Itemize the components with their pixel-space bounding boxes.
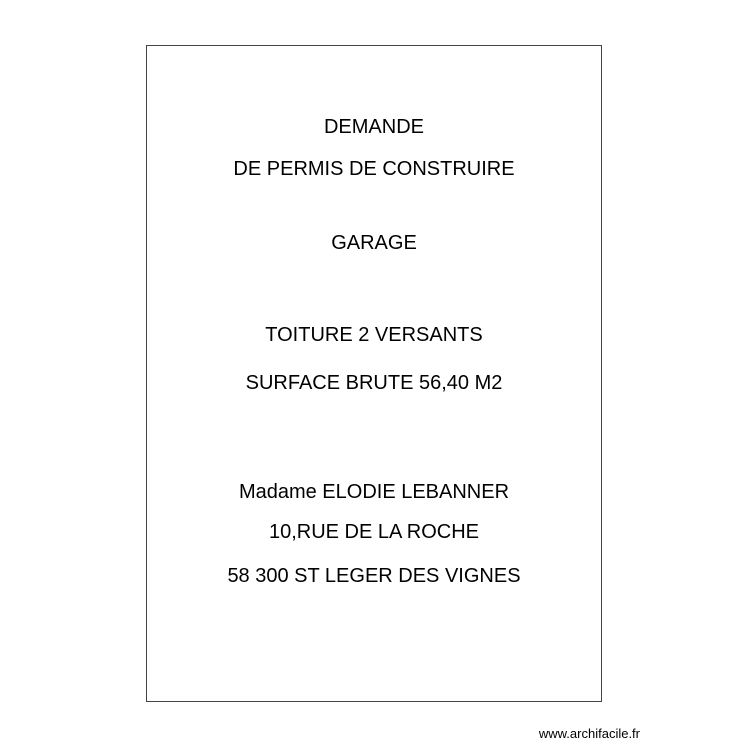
title-line-1: DEMANDE <box>323 116 424 138</box>
address-street: 10,RUE DE LA ROCHE <box>268 521 480 543</box>
document-sheet <box>146 45 602 702</box>
watermark-text: www.archifacile.fr <box>538 726 640 741</box>
address-city: 58 300 ST LEGER DES VIGNES <box>227 565 521 587</box>
owner-name: Madame ELODIE LEBANNER <box>238 481 510 503</box>
project-subject: GARAGE <box>331 232 417 254</box>
title-line-2: DE PERMIS DE CONSTRUIRE <box>233 158 515 180</box>
roof-description: TOITURE 2 VERSANTS <box>265 324 483 346</box>
surface-description: SURFACE BRUTE 56,40 M2 <box>245 372 503 394</box>
